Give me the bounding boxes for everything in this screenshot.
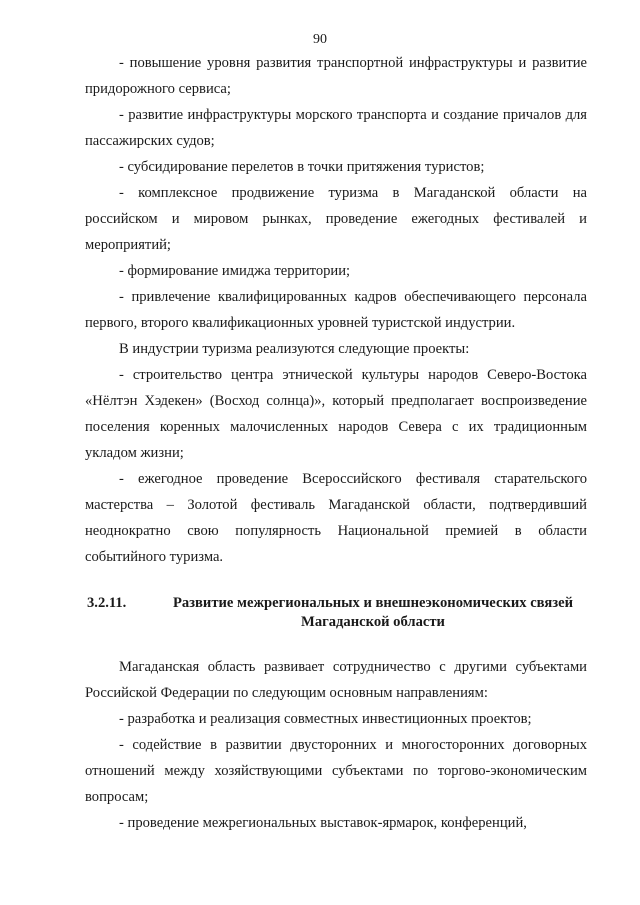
section-heading (85, 594, 587, 632)
page-number: 90 (313, 32, 327, 47)
list-item: - субсидирование перелетов в точки притяжения туристов; (119, 159, 485, 175)
list-item: - разработка и реализация совместных инвестиционных проектов; (119, 711, 532, 727)
document-body (85, 50, 587, 836)
list-item: - строительство центра этнической культуры народов Северо-Востока «Нёлтэн Хэдекен» (Восход солнца)», который предполагает воспроизведение поселения коренных малочисленных народов Севера с их традиционным укладом жизни; (85, 367, 587, 461)
list-item: - повышение уровня развития транспортной инфраструктуры и развитие придорожного сервиса; (85, 55, 587, 97)
list-item: - ежегодное проведение Всероссийского фестиваля старательского мастерства – Золотой фестиваль Магаданской области, подтвердивший неоднократно свою популярность Национальной премией в области событийного туризма. (85, 471, 587, 565)
paragraph-list-bottom (85, 654, 587, 836)
section-intro: Магаданская область развивает сотрудничество с другими субъектами Российской Федерации по следующим основным направлениям: (85, 659, 587, 701)
list-item: - содействие в развитии двусторонних и многосторонних договорных отношений между хозяйствующими субъектами по торгово-экономическим вопросам; (85, 737, 587, 805)
projects-intro: В индустрии туризма реализуются следующие проекты: (119, 341, 470, 357)
list-item: - комплексное продвижение туризма в Магаданской области на российском и мировом рынках, проведение ежегодных фестивалей и мероприятий; (85, 185, 587, 253)
list-item: - формирование имиджа территории; (119, 263, 351, 279)
list-item: - развитие инфраструктуры морского транспорта и создание причалов для пассажирских судов; (85, 107, 587, 149)
paragraph-list-top (85, 50, 587, 570)
list-item: - проведение межрегиональных выставок-ярмарок, конференций, (119, 815, 527, 831)
list-item: - привлечение квалифицированных кадров обеспечивающего персонала первого, второго квалификационных уровней туристской индустрии. (85, 289, 587, 331)
section-number: 3.2.11. (87, 595, 127, 611)
section-title: Развитие межрегиональных и внешнеэкономических связей Магаданской области (172, 595, 574, 630)
